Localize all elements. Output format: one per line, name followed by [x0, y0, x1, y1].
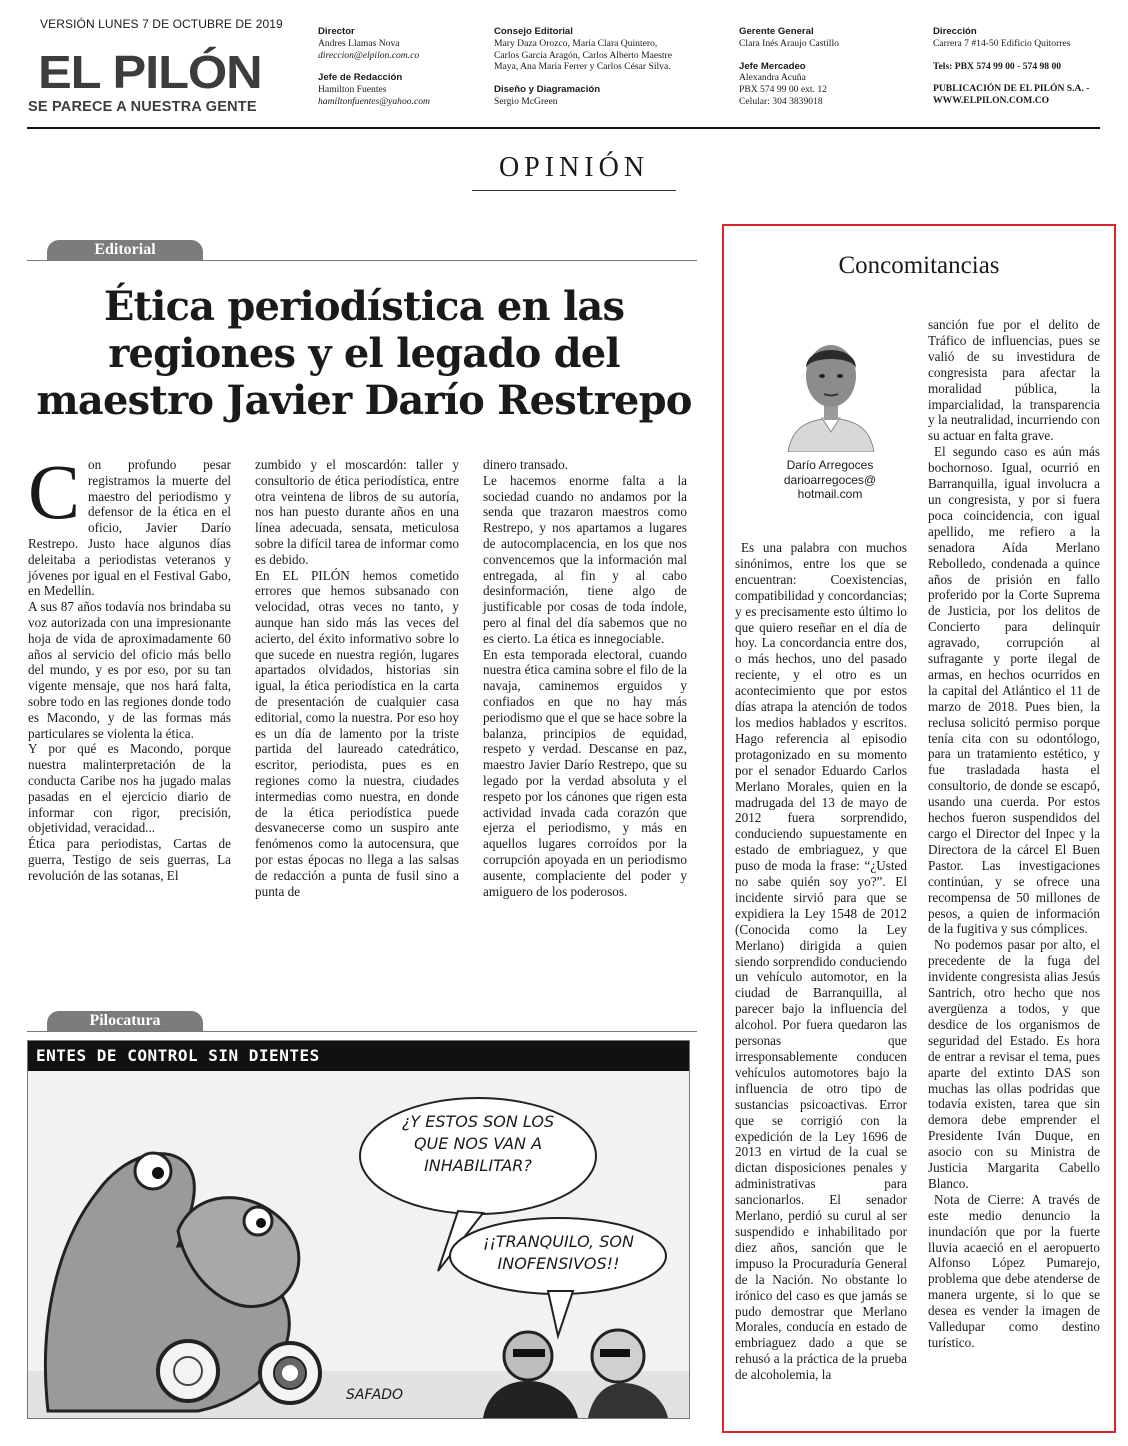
- cartoon-image: [27, 1040, 690, 1419]
- director-email: direccion@elpilon.com.co: [318, 49, 420, 61]
- masthead-text: Carrera 7 #14-50 Edificio Quitorres: [933, 37, 1071, 49]
- masthead-column-4: [933, 26, 1089, 107]
- editorial-paragraph: Con profundo pesar registramos la muerte del maestro del periodismo y defensor de la ética en el oficio, Javier Darío Restrepo. Justo hace algunos días deleitaba a periodistas veteranos y jóvenes por igual en el Festival Gabo, en Medellín.: [28, 448, 231, 599]
- cartoon-title: ENTES DE CONTROL SIN DIENTES: [28, 1041, 689, 1071]
- column-text-left: [735, 540, 907, 1383]
- editorial-rule: [27, 260, 697, 261]
- column-paragraph: sanción fue por el delito de Tráfico de influencias, pues se valió de su investidura de congresista para afectar la moralidad pública, la imparcialidad, la transparencia y la neutralidad, incurriendo con su actuar en falta grave.: [928, 317, 1100, 444]
- masthead-text: Maya, Ana María Ferrer y Carlos César Silva.: [494, 61, 671, 73]
- editorial-column-2: [255, 457, 459, 899]
- section-rule: [472, 190, 676, 191]
- editorial-paragraph: En EL PILÓN hemos cometido errores que hemos subsanado con velocidad, otras veces no tanto, y aunque han sido más las veces del acierto, del éxito informativo sobre lo que sucede en nuestra región, lugares apartados olvidados, historias sin igual, la ética periodística en la carta de presentación de cualquier casa editorial, como la nuestra. Por eso hoy es un día de lamento por la triste partida del laureado catedrático, escritor, periodista, pues es en regiones como la nuestra, ciudades intermedias como nuestra, en donde de la ética periodística puede desvanecerse como un suspiro ante fenómenos como la autocensura, que por estas épocas no llega a las salsas de redacción a punta de fusil sino a punta de: [255, 567, 459, 899]
- editorial-tab: Editorial: [47, 240, 203, 260]
- masthead-column-2: [494, 26, 672, 108]
- column-paragraph: Nota de Cierre: A través de este medio denuncio la inundación que por la fuerte lluvia acaeció en el aeropuerto Alfonso López Pumarejo, problema que debe atenderse de manera urgente, si lo que se desea es vender la imagen de Valledupar como destino turístico.: [928, 1191, 1100, 1350]
- masthead-text: PBX 574 99 00 ext. 12: [739, 84, 827, 96]
- masthead-label: Jefe de Redacción: [318, 72, 403, 84]
- masthead-text: Mary Daza Orozco, María Clara Quintero,: [494, 37, 658, 49]
- column-paragraph: Es una palabra con muchos sinónimos, entre los que se encuentran: Coexistencias, compatibilidad y concordancias; y es precisamente esto último lo que quiero reseñar en el día de hoy. La concordancia entre dos, o más hechos, uno del pasado reciente, y el otro es un acontecimiento que por estos días atrapa la atención de todos los medios hablados y escritos. Hago referencia al episodio protagonizado en su momento por el senador Eduardo Carlos Merlano Morales, quien en la madrugada del 13 de mayo de 2012 fuera sorprendido, conduciendo supuestamente en estado de embriaguez, y que puso de moda la frase: “¿Usted no sabe quién soy yo?”. El incidente sirvió para que se expidiera la Ley 1548 de 2012 (Conocida como la Ley Merlano) dirigida a quien siendo sorprendido conduciendo un vehículo automotor, en la ciudad de Barranquilla, al parecer bajo la influencia del alcohol. Por fuera quedaron las personas que irresponsablemente conducen vehículos automotores bajo la influencia de otro tipo de sustancias psicoactivas. Error que se corrigió con la expedición de la Ley 1696 de 2013 en virtud de la cual se dictan disposiciones penales y administrativas para sancionarlos. El senador Merlano, perdió su curul al ser suspendido e inhabilitado por diez años, sanción que le impuso la Procuraduría General de la Nación. No obstante lo irónico del caso es que jamás se pudo demostrar que Merlano Morales, conducía en estado de embriaguez dado a que se rehusó a la práctica de la prueba de alcoholemia, la: [735, 540, 907, 1383]
- editorial-headline: Ética periodística en las regiones y el legado del maestro Javier Darío Restrepo: [36, 283, 692, 424]
- edition-date: VERSIÓN LUNES 7 DE OCTUBRE DE 2019: [40, 17, 283, 31]
- masthead-text: Alexandra Acuña: [739, 72, 806, 84]
- editorial-paragraph: En esta temporada electoral, cuando nuestra ética camina sobre el filo de la navaja, caminemos erguidos y confiados en que no hay más periodismo que el que se hace sobre la balanza, principios de equidad, respeto y verdad. Descanse en paz, maestro Javier Darío Restrepo, que su legado por la verdad absoluta y el respeto por los cánones que rigen esta actividad invada cada corazón que ejerza el periodismo, y más en aquellos lugares corroídos por la corrupción apoyada en un periodismo ausente, complaciente del poder y amiguero de los poderosos.: [483, 646, 687, 899]
- cartoon-rule: [27, 1031, 697, 1032]
- medal-icon: [158, 1341, 218, 1401]
- masthead-column-1: [318, 26, 430, 108]
- editorial-column-1: [28, 448, 231, 884]
- cartoon-tab: Pilocatura: [47, 1011, 203, 1031]
- masthead-text: Celular: 304 3839018: [739, 95, 823, 107]
- masthead-text: Andres Llamas Nova: [318, 37, 400, 49]
- newspaper-slogan: SE PARECE A NUESTRA GENTE: [28, 99, 257, 115]
- editorial-paragraph: zumbido y el moscardón: taller y consultorio de ética periodística, entre otra veintena de libros de su autoría, nos han puesto durante años en una línea adecuada, sensata, meticulosa sobre la difícil tarea de informar como es debido.: [255, 457, 459, 567]
- drop-cap: C: [28, 448, 81, 535]
- speech-bubble-2-text: ¡¡TRANQUILO, SON INOFENSIVOS!!: [483, 1232, 634, 1273]
- masthead-label: Consejo Editorial: [494, 26, 573, 37]
- masthead-publisher: PUBLICACIÓN DE EL PILÓN S.A. -: [933, 83, 1090, 95]
- masthead-label: Gerente General: [739, 26, 814, 37]
- column-text-right: [928, 317, 1100, 1351]
- section-title: OPINIÓN: [498, 152, 650, 183]
- masthead-text: Clara Inés Araujo Castillo: [739, 37, 839, 49]
- masthead-text: Carlos García Aragón, Carlos Alberto Maestre: [494, 49, 672, 61]
- masthead-label: Dirección: [933, 26, 977, 37]
- editor-email: hamiltonfuentes@yahoo.com: [318, 95, 430, 107]
- newspaper-logo: EL PILÓN: [38, 46, 262, 98]
- editorial-column-3: [483, 457, 687, 899]
- masthead-label: Director: [318, 26, 355, 37]
- masthead-label: Diseño y Diagramación: [494, 84, 601, 96]
- masthead-rule: [27, 127, 1100, 129]
- author-name: Darío Arregoces: [786, 458, 874, 472]
- editorial-paragraph: Ética para periodistas, Cartas de guerra, Testigo de seis guerras, La revolución de las sotanas, El: [28, 836, 231, 883]
- masthead-label: Jefe Mercadeo: [739, 60, 806, 72]
- editorial-paragraph: Y por qué es Macondo, porque nuestra malinterpretación de la conducta Caribe nos ha jugado malas pasadas en el ejercicio diario de informar con rigor, precisión, objetividad, veracidad...: [28, 741, 231, 836]
- column-title: Concomitancias: [838, 252, 1000, 279]
- masthead-text: Sergio McGreen: [494, 95, 558, 107]
- author-email: darioarregoces@ hotmail.com: [783, 473, 877, 501]
- editorial-paragraph: Le hacemos enorme falta a la sociedad cuando no andamos por la senda que trazaron maestros como Restrepo, y nos apartamos a lugares de autocomplacencia, en los que nos convencemos que la información mal entregada, al fin y al cabo desinformación, tiene algo de justificable por cosas de toda índole, pero al final del día sabemos que no es cierto. La ética es innegociable.: [483, 472, 687, 646]
- cartoon-signature: SAFADO: [346, 1387, 404, 1403]
- masthead-column-3: [739, 26, 839, 108]
- speech-bubble-1-text: ¿Y ESTOS SON LOS QUE NOS VAN A INHABILITAR?: [401, 1112, 555, 1175]
- editorial-paragraph: A sus 87 años todavía nos brindaba su voz autorizada con una impresionante hoja de vida de aproximadamente 60 años al servicio del oficio más bello del mundo, y es por eso, por su tan vigente mensaje, que nos hará falta, sobre todo en las regiones donde todo es Macondo, y de las formas más particulares se violenta la ética.: [28, 599, 231, 741]
- masthead-text: Hamilton Fuentes: [318, 84, 387, 96]
- column-paragraph: No podemos pasar por alto, el precedente de la fuga del invidente congresista alias Jesús Santrich, otro hecho que nos avergüenza a todos, y que desdice de los organismos de seguridad del Estado. Es hora de entrar a revisar el tema, pues aparte del extinto DAS son muchas las ollas podridas que todavía existen, tarea que sin demora debe emprender el Presidente Iván Duque, en asocio con su Ministra de Justicia Margarita Cabello Blanco.: [928, 937, 1100, 1191]
- column-paragraph: El segundo caso es aún más bochornoso. Igual, ocurrió en Barranquilla, igual involucra a un congresista, y por si fuera poca coincidencia, con igual apellido, me refiero a la senadora Aída Merlano Rebolledo, condenada a quince años de prisión en fallo proferido por la Corte Suprema de Justicia, por los delitos de Concierto para delinquir agravado, corrupción al sufragante y porte ilegal de armas, en hechos ocurridos en la capital del Atlántico el 11 de marzo de 2018. Pues bien, la reclusa solicitó permiso porque tenía cita con su odontólogo, para un tratamiento estético, y fue trasladada hasta el consultorio, de donde se escapó, usando una cuerda. Por estos hechos fueron suspendidos del cargo el Director del Inpec y la Directora de la cárcel El Buen Pastor. Las investigaciones continúan, y se ofrece una recompensa de 50 millones de pesos, a quien de información de la fugitiva y sus cómplices.: [928, 444, 1100, 937]
- editorial-paragraph: dinero transado.: [483, 457, 568, 472]
- author-photo: [784, 328, 878, 452]
- masthead-phones: Tels: PBX 574 99 00 - 574 98 00: [933, 60, 1062, 72]
- masthead-website: WWW.ELPILON.COM.CO: [933, 95, 1050, 107]
